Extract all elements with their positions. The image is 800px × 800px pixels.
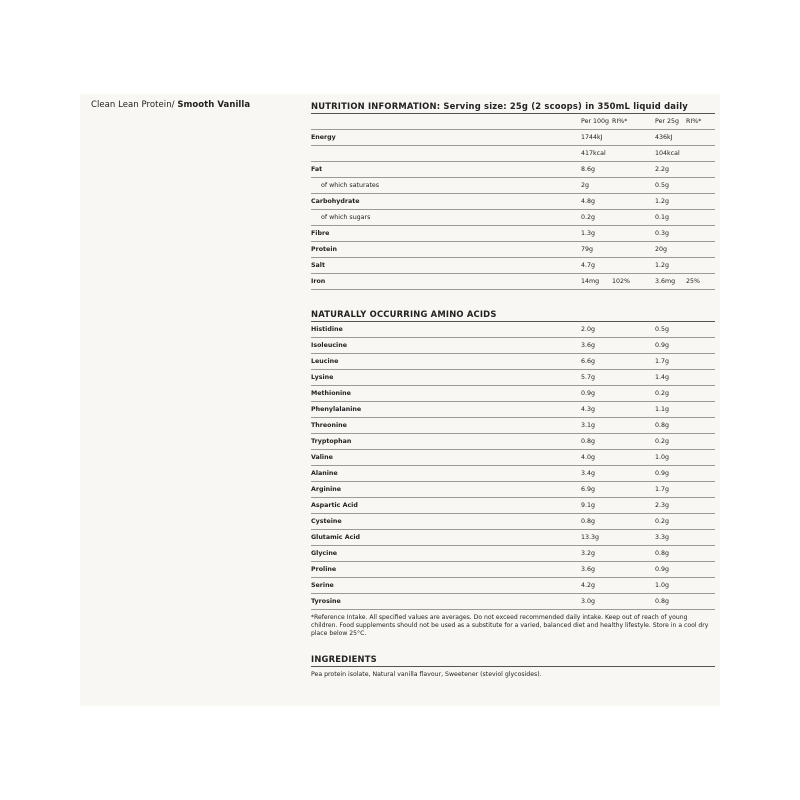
amino-row	[311, 530, 715, 546]
amino-title: NATURALLY OCCURRING AMINO ACIDS	[311, 308, 715, 322]
amino-name: Tyrosine	[311, 594, 568, 610]
amino-per-25g: 1.1g	[642, 402, 686, 418]
ri-per-100g	[612, 162, 642, 178]
amino-per-25g: 1.7g	[642, 482, 686, 498]
nutrition-row	[311, 226, 715, 242]
ri-per-25g: 25%	[686, 274, 715, 290]
header-per-100g: Per 100g	[568, 114, 612, 130]
amino-per-100g: 3.2g	[568, 546, 612, 562]
empty-cell	[686, 370, 715, 386]
amino-row	[311, 338, 715, 354]
amino-row	[311, 498, 715, 514]
empty-cell	[612, 498, 642, 514]
nutrient-name: of which sugars	[311, 210, 568, 226]
amino-per-100g: 3.6g	[568, 338, 612, 354]
ri-per-25g	[686, 162, 715, 178]
product-name: Clean Lean Protein/	[91, 100, 175, 110]
empty-cell	[686, 466, 715, 482]
ri-per-100g	[612, 210, 642, 226]
nutrition-row	[311, 178, 715, 194]
amino-name: Isoleucine	[311, 338, 568, 354]
empty-cell	[612, 338, 642, 354]
ri-per-25g	[686, 194, 715, 210]
nutrition-row	[311, 194, 715, 210]
nutrition-row	[311, 258, 715, 274]
ri-per-100g	[612, 258, 642, 274]
amino-per-25g: 0.9g	[642, 338, 686, 354]
empty-cell	[686, 482, 715, 498]
amino-per-100g: 2.0g	[568, 322, 612, 338]
amino-name: Glutamic Acid	[311, 530, 568, 546]
ri-per-100g	[612, 178, 642, 194]
empty-cell	[612, 546, 642, 562]
empty-cell	[612, 402, 642, 418]
amino-row	[311, 354, 715, 370]
amino-per-25g: 3.3g	[642, 530, 686, 546]
amino-per-100g: 3.0g	[568, 594, 612, 610]
amino-row	[311, 370, 715, 386]
amino-per-100g: 6.6g	[568, 354, 612, 370]
nutrient-name: Salt	[311, 258, 568, 274]
ri-per-25g	[686, 146, 715, 162]
amino-name: Tryptophan	[311, 434, 568, 450]
empty-cell	[612, 370, 642, 386]
empty-cell	[612, 562, 642, 578]
ri-per-100g	[612, 226, 642, 242]
amino-per-100g: 13.3g	[568, 530, 612, 546]
amino-name: Proline	[311, 562, 568, 578]
amino-name: Arginine	[311, 482, 568, 498]
nutrition-row	[311, 274, 715, 290]
product-info-panel	[80, 94, 720, 706]
empty-cell	[686, 498, 715, 514]
amino-per-100g: 0.8g	[568, 434, 612, 450]
nutrition-row	[311, 146, 715, 162]
nutrient-name: of which saturates	[311, 178, 568, 194]
amino-row	[311, 466, 715, 482]
amino-per-25g: 1.0g	[642, 578, 686, 594]
amino-row	[311, 434, 715, 450]
amino-table	[311, 322, 715, 610]
amino-per-25g: 2.3g	[642, 498, 686, 514]
nutrition-row	[311, 162, 715, 178]
amino-per-25g: 0.9g	[642, 562, 686, 578]
value-per-25g: 2.2g	[642, 162, 686, 178]
amino-row	[311, 386, 715, 402]
amino-name: Phenylalanine	[311, 402, 568, 418]
empty-cell	[686, 562, 715, 578]
value-per-25g: 1.2g	[642, 258, 686, 274]
amino-name: Leucine	[311, 354, 568, 370]
nutrient-name: Fat	[311, 162, 568, 178]
nutrient-name	[311, 146, 568, 162]
empty-cell	[612, 466, 642, 482]
empty-cell	[686, 594, 715, 610]
empty-cell	[612, 386, 642, 402]
empty-cell	[612, 450, 642, 466]
value-per-100g: 1744kJ	[568, 130, 612, 146]
empty-cell	[612, 418, 642, 434]
amino-name: Histidine	[311, 322, 568, 338]
amino-per-25g: 1.4g	[642, 370, 686, 386]
value-per-25g: 436kJ	[642, 130, 686, 146]
value-per-25g: 0.5g	[642, 178, 686, 194]
amino-per-25g: 0.2g	[642, 514, 686, 530]
product-variant: Smooth Vanilla	[177, 100, 251, 110]
header-ri-100g: RI%*	[612, 114, 642, 130]
nutrient-name: Iron	[311, 274, 568, 290]
ri-per-100g: 102%	[612, 274, 642, 290]
value-per-100g: 14mg	[568, 274, 612, 290]
empty-cell	[612, 482, 642, 498]
empty-cell	[686, 530, 715, 546]
amino-per-100g: 0.8g	[568, 514, 612, 530]
ingredients-title: INGREDIENTS	[311, 653, 715, 667]
amino-row	[311, 482, 715, 498]
ri-per-25g	[686, 258, 715, 274]
value-per-100g: 8.6g	[568, 162, 612, 178]
amino-name: Lysine	[311, 370, 568, 386]
amino-row	[311, 418, 715, 434]
amino-per-100g: 3.6g	[568, 562, 612, 578]
empty-cell	[686, 354, 715, 370]
value-per-100g: 4.8g	[568, 194, 612, 210]
amino-row	[311, 594, 715, 610]
ri-per-100g	[612, 146, 642, 162]
value-per-100g: 79g	[568, 242, 612, 258]
amino-name: Alanine	[311, 466, 568, 482]
value-per-100g: 0.2g	[568, 210, 612, 226]
amino-per-100g: 5.7g	[568, 370, 612, 386]
empty-cell	[686, 418, 715, 434]
amino-row	[311, 562, 715, 578]
amino-per-100g: 4.3g	[568, 402, 612, 418]
amino-name: Cysteine	[311, 514, 568, 530]
value-per-100g: 2g	[568, 178, 612, 194]
nutrient-name: Fibre	[311, 226, 568, 242]
ri-per-25g	[686, 242, 715, 258]
amino-per-100g: 4.2g	[568, 578, 612, 594]
nutrition-row	[311, 242, 715, 258]
empty-cell	[686, 322, 715, 338]
amino-name: Valine	[311, 450, 568, 466]
ri-per-25g	[686, 130, 715, 146]
nutrition-row	[311, 210, 715, 226]
amino-name: Threonine	[311, 418, 568, 434]
empty-cell	[686, 546, 715, 562]
amino-per-100g: 3.4g	[568, 466, 612, 482]
amino-name: Methionine	[311, 386, 568, 402]
amino-row	[311, 578, 715, 594]
empty-cell	[686, 338, 715, 354]
value-per-100g: 1.3g	[568, 226, 612, 242]
amino-per-25g: 0.8g	[642, 418, 686, 434]
header-per-25g: Per 25g	[642, 114, 686, 130]
amino-name: Aspartic Acid	[311, 498, 568, 514]
nutrition-table	[311, 114, 715, 290]
amino-per-100g: 3.1g	[568, 418, 612, 434]
empty-cell	[612, 594, 642, 610]
value-per-25g: 20g	[642, 242, 686, 258]
empty-cell	[612, 578, 642, 594]
value-per-25g: 0.3g	[642, 226, 686, 242]
empty-cell	[686, 578, 715, 594]
empty-cell	[686, 402, 715, 418]
header-ri-25g: RI%*	[686, 114, 715, 130]
amino-per-25g: 1.0g	[642, 450, 686, 466]
empty-cell	[612, 530, 642, 546]
reference-intake-note: *Reference Intake. All specified values are averages. Do not exceed recommended daily intake. Keep out of reach of young children. Food supplements should not be used as a substitute for a varied, balanced diet and healthy lifestyle. Store in a cool dry place below 25°C.	[311, 614, 709, 638]
empty-cell	[612, 322, 642, 338]
ri-per-100g	[612, 130, 642, 146]
empty-cell	[686, 434, 715, 450]
amino-per-25g: 0.9g	[642, 466, 686, 482]
value-per-100g: 417kcal	[568, 146, 612, 162]
empty-cell	[612, 354, 642, 370]
amino-name: Serine	[311, 578, 568, 594]
amino-per-100g: 0.9g	[568, 386, 612, 402]
nutrition-title: NUTRITION INFORMATION: Serving size: 25g (2 scoops) in 350mL liquid daily	[311, 100, 715, 114]
empty-cell	[612, 514, 642, 530]
value-per-25g: 3.6mg	[642, 274, 686, 290]
amino-row	[311, 322, 715, 338]
amino-per-25g: 0.5g	[642, 322, 686, 338]
amino-per-25g: 0.8g	[642, 546, 686, 562]
amino-per-25g: 0.8g	[642, 594, 686, 610]
header-nutrient	[311, 114, 568, 130]
amino-row	[311, 514, 715, 530]
amino-row	[311, 450, 715, 466]
nutrient-name: Carbohydrate	[311, 194, 568, 210]
amino-per-100g: 9.1g	[568, 498, 612, 514]
amino-per-25g: 0.2g	[642, 386, 686, 402]
ri-per-100g	[612, 242, 642, 258]
nutrition-section	[311, 100, 715, 290]
ri-per-25g	[686, 210, 715, 226]
nutrition-header-row	[311, 114, 715, 130]
amino-name: Glycine	[311, 546, 568, 562]
amino-per-25g: 0.2g	[642, 434, 686, 450]
nutrition-row	[311, 130, 715, 146]
amino-section	[311, 308, 715, 679]
ri-per-100g	[612, 194, 642, 210]
nutrient-name: Protein	[311, 242, 568, 258]
empty-cell	[686, 514, 715, 530]
amino-row	[311, 402, 715, 418]
ingredients-text: Pea protein isolate, Natural vanilla flavour, Sweetener (steviol glycosides).	[311, 670, 542, 678]
amino-per-25g: 1.7g	[642, 354, 686, 370]
value-per-25g: 0.1g	[642, 210, 686, 226]
amino-per-100g: 4.0g	[568, 450, 612, 466]
nutrient-name: Energy	[311, 130, 568, 146]
empty-cell	[686, 450, 715, 466]
empty-cell	[612, 434, 642, 450]
value-per-25g: 104kcal	[642, 146, 686, 162]
value-per-25g: 1.2g	[642, 194, 686, 210]
product-title	[91, 100, 250, 110]
ri-per-25g	[686, 178, 715, 194]
ri-per-25g	[686, 226, 715, 242]
value-per-100g: 4.7g	[568, 258, 612, 274]
amino-row	[311, 546, 715, 562]
amino-per-100g: 6.9g	[568, 482, 612, 498]
empty-cell	[686, 386, 715, 402]
